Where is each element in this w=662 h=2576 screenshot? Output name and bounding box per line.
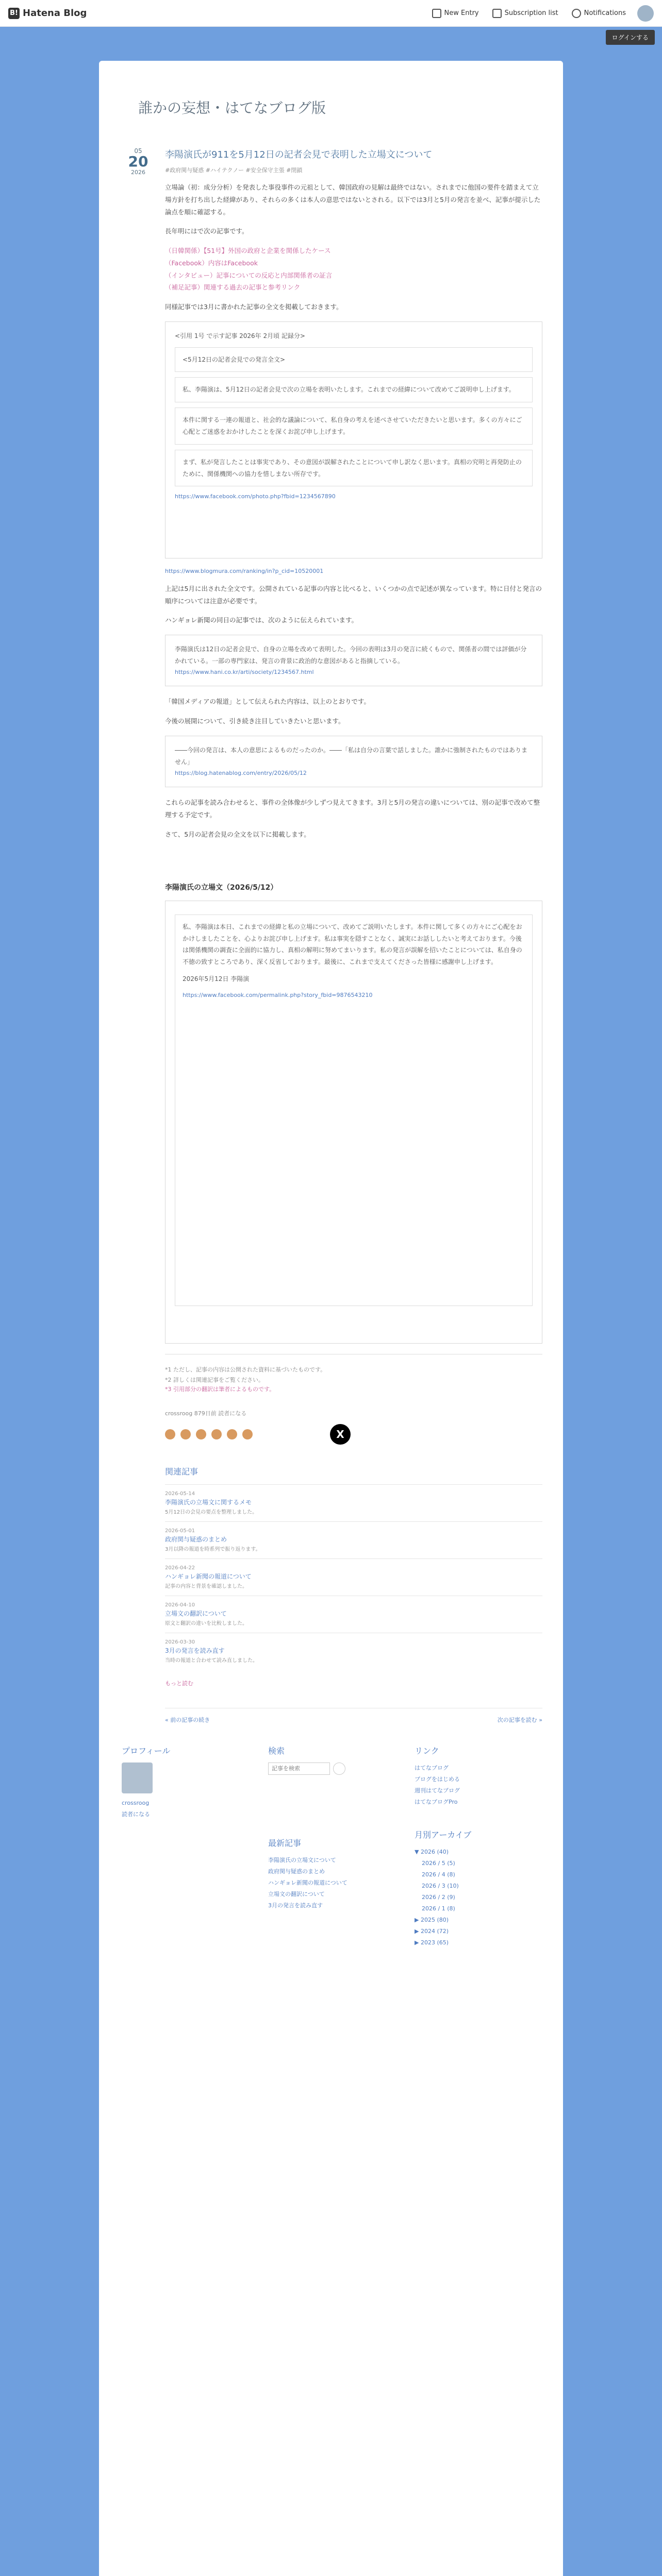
bell-icon [572, 9, 581, 18]
link-item[interactable]: 週刊はてなブログ [415, 1787, 460, 1794]
quote-link[interactable]: https://www.facebook.com/photo.php?fbid=1234567890 [175, 493, 336, 500]
profile-avatar[interactable] [122, 1762, 153, 1793]
paragraph: 立場論（初：成分分析）を発表した事役事件の元祖として、韓国政府の見解は最終ではない。されまでに他国の要件を踏まえて立場方針を打ち出した経緯があり、それらの多くは本人の意思ではないとされる。以下では3月と5月の発言を並べ、記事が提示した論点を順に確認する。 [165, 183, 541, 216]
hatena-logo[interactable] [8, 8, 87, 19]
paragraph: 同様記事では3月に書かれた記事の全文を掲載しておきます。 [165, 303, 343, 311]
link-item[interactable]: はてなブログ [415, 1765, 449, 1772]
related-summary: 5月12日の会見の要点を整理しました。 [165, 1510, 258, 1516]
entry-day: 20 [128, 153, 148, 170]
blog-container [99, 61, 563, 2576]
entry-categories[interactable]: #政府関与疑惑 #ハイテクノー #安全保守主張 #閉鎖 [165, 167, 303, 174]
profile-name[interactable]: crossroog [122, 1800, 150, 1807]
quote-text: 本件に関する一連の報道と、社会的な議論について、私自身の考えを述べさせていただきたいと思います。多くの方々にご心配とご迷惑をおかけしたことを深くお詫び申し上げます。 [183, 416, 522, 435]
archive-year[interactable]: ▼ 2026 (40) [415, 1849, 449, 1856]
link-item[interactable]: はてなブログPro [415, 1799, 458, 1806]
archive-month[interactable]: 2026 / 1 (8) [422, 1905, 455, 1912]
paragraph: さて、5月の記者会見の全文を以下に掲載します。 [165, 830, 310, 838]
archive-month[interactable]: 2026 / 2 (9) [422, 1894, 455, 1901]
star-icon[interactable] [242, 1429, 253, 1439]
subscription-button[interactable] [492, 9, 558, 18]
footnote: *2 詳しくは関連記事をご覧ください。 [165, 1376, 264, 1383]
entry-date[interactable] [122, 147, 155, 1724]
module-title: 最新記事 [268, 1838, 302, 1849]
module-title: 検索 [268, 1746, 285, 1756]
search-input[interactable] [268, 1762, 330, 1775]
archive-month[interactable]: 2026 / 3 (10) [422, 1883, 459, 1890]
related-item[interactable] [165, 1484, 542, 1521]
quote-inner [175, 914, 533, 1306]
link-item[interactable]: ブログをはじめる [415, 1776, 460, 1783]
module-title: 月別アーカイブ [415, 1830, 472, 1840]
star-icon[interactable] [227, 1429, 237, 1439]
paragraph: 今後の展開について、引き続き注目していきたいと思います。 [165, 717, 345, 725]
footnote: *1 ただし、記事の内容は公開された資料に基づいたものです。 [165, 1366, 326, 1373]
star-icon[interactable] [180, 1429, 191, 1439]
subscription-label: Subscription list [504, 9, 558, 17]
module-title: リンク [415, 1746, 439, 1756]
login-button[interactable]: ログインする [606, 30, 655, 45]
related-heading: 関連記事 [165, 1467, 198, 1477]
paragraph: ハンギョレ新聞の同日の記事では、次のように伝えられています。 [165, 616, 358, 624]
quote-inner [175, 377, 533, 402]
author-meta[interactable]: crossroog 879日前 読者になる [165, 1410, 247, 1417]
related-title[interactable]: 3月の発言を読み直す [165, 1647, 225, 1655]
new-entry-button[interactable] [432, 9, 479, 18]
quote-text: 私、李陽演は本日、これまでの経緯と私の立場について、改めてご説明いたします。本件に関して多くの方々にご心配をおかけしましたことを、心よりお詫び申し上げます。私は事実を隠すことなく、誠実にお話ししたいと考えております。今後は関係機関の調査に全面的に協力し、真相の解明に努めてまいります。私の発言が誤解を招いたことについては、私自身の不徳の致すところであり、深く反省しております。最後に、これまで支えてくださった皆様に感謝申し上げます。 [183, 923, 522, 966]
list-icon [492, 9, 502, 18]
quote-link[interactable]: https://www.facebook.com/permalink.php?story_fbid=9876543210 [183, 991, 373, 998]
quote-inner-heading: <5月12日の記者会見での発言全文> [183, 355, 286, 363]
next-entry-link[interactable]: 次の記事を読む » [497, 1717, 542, 1724]
pink-link[interactable]: （補足記事）関連する過去の記事と参考リンク [165, 283, 301, 292]
related-item[interactable] [165, 1558, 542, 1596]
search-icon[interactable] [333, 1762, 345, 1775]
entry-month: 05 [134, 147, 142, 155]
star-icon[interactable] [196, 1429, 206, 1439]
archive-year[interactable]: ▶ 2024 (72) [415, 1928, 449, 1935]
new-entry-label: New Entry [444, 9, 479, 17]
blog-title[interactable]: 誰かの妄想・はてなブログ版 [138, 99, 326, 116]
related-summary: 当時の報道と合わせて読み直しました。 [165, 1658, 258, 1664]
notifications-label: Notifications [584, 9, 626, 17]
archive-year[interactable]: ▶ 2025 (80) [415, 1917, 449, 1924]
quote-inner [175, 347, 533, 372]
related-date: 2026-05-14 [165, 1491, 195, 1497]
quote-sign: 2026年5月12日 李陽演 [183, 975, 250, 982]
related-item[interactable] [165, 1521, 542, 1558]
entry [99, 127, 563, 1724]
paragraph: 長年明にはで次の記事です。 [165, 227, 249, 235]
notifications-button[interactable] [572, 9, 626, 18]
quote-inner [175, 450, 533, 487]
user-avatar[interactable] [637, 5, 654, 22]
sidebar-modules [99, 1724, 563, 1969]
related-title[interactable]: ハンギョレ新聞の報道について [165, 1573, 252, 1581]
hatena-logo-icon: B! [8, 8, 20, 19]
blockquote [165, 635, 542, 686]
quote-text: ――今回の発言は、本人の意思によるものだったのか。――「私は自分の言葉で話しました。誰かに強制されたものではありません」 [175, 746, 528, 766]
entry-title[interactable]: 李陽演氏が911を5月12日の記者会見で表明した立場文について [165, 149, 433, 160]
archive-month[interactable]: 2026 / 5 (5) [422, 1860, 455, 1867]
paragraph: 「韓国メディアの報道」として伝えられた内容は、以上のとおりです。 [165, 698, 371, 706]
latest-item[interactable]: 李陽演氏の立場文について [268, 1857, 336, 1864]
paragraph: これらの記事を読み合わせると、事件の全体像が少しずつ見えてきます。3月と5月の発言の違いについては、別の記事で改めて整理する予定です。 [165, 799, 540, 819]
pink-list [165, 245, 542, 294]
x-share-icon[interactable]: X [330, 1424, 351, 1445]
related-title[interactable]: 李陽演氏の立場文に関するメモ [165, 1499, 252, 1506]
pink-link[interactable]: （日韓関係）【51号】外国の政府と企業を関係したケース [165, 247, 331, 255]
related-summary: 3月以降の報道を時系列で振り返ります。 [165, 1547, 261, 1553]
entry-year: 2026 [131, 169, 145, 176]
related-title[interactable]: 政府関与疑惑のまとめ [165, 1536, 227, 1544]
related-summary: 記事の内容と背景を確認しました。 [165, 1584, 247, 1590]
related-date: 2026-05-01 [165, 1528, 195, 1534]
blockquote [165, 736, 542, 787]
blockquote [165, 321, 542, 558]
search-module [268, 1744, 394, 1948]
blog-header [99, 61, 563, 127]
related-date: 2026-03-30 [165, 1639, 195, 1646]
pink-link[interactable]: （Facebook）内容はFacebook [165, 259, 258, 267]
related-item[interactable] [165, 1596, 542, 1633]
blockquote [165, 901, 542, 1344]
follow-button[interactable]: 読者になる [122, 1811, 150, 1818]
archive-month[interactable]: 2026 / 4 (8) [422, 1871, 455, 1878]
latest-item[interactable]: 3月の発言を読み直す [268, 1902, 323, 1909]
global-header [0, 0, 662, 27]
read-more-link[interactable]: もっと読む [165, 1680, 193, 1687]
section-heading: 李陽演氏の立場文（2026/5/12） [165, 883, 278, 892]
entry-body [165, 147, 542, 1724]
related-summary: 原文と翻訳の違いを比較しました。 [165, 1621, 247, 1627]
footnote[interactable]: *3 引用部分の翻訳は筆者によるものです。 [165, 1386, 275, 1393]
pink-link[interactable]: （インタビュー）記事についての反応と内部関係者の証言 [165, 271, 333, 279]
logo-text: Hatena Blog [23, 8, 87, 19]
star-icon[interactable] [211, 1429, 222, 1439]
latest-item[interactable]: ハンギョレ新聞の報道について [268, 1879, 347, 1887]
external-link[interactable]: https://www.blogmura.com/ranking/in?p_cid=10520001 [165, 567, 324, 574]
related-date: 2026-04-10 [165, 1602, 195, 1608]
quote-text: 李陽演氏は12日の記者会見で、自身の立場を改めて表明した。今回の表明は3月の発言に続くもので、関係者の間では評価が分かれている。一部の専門家は、発言の背景に政治的な意図があると指摘している。 [175, 646, 527, 665]
quote-link[interactable]: https://www.hani.co.kr/arti/society/1234567.html [175, 668, 314, 675]
links-module [415, 1744, 540, 1948]
quote-heading: <引用 1号 で示す記事 2026年 2月頃 記録分> [175, 332, 305, 340]
related-title[interactable]: 立場文の翻訳について [165, 1610, 227, 1618]
search-box [268, 1762, 394, 1775]
archive-year[interactable]: ▶ 2023 (65) [415, 1939, 449, 1946]
pencil-icon [432, 9, 441, 18]
latest-item[interactable]: 立場文の翻訳について [268, 1891, 325, 1898]
quote-inner [175, 408, 533, 445]
module-title: プロフィール [122, 1746, 171, 1756]
pager [165, 1708, 542, 1724]
profile-module [122, 1744, 247, 1948]
quote-text: 私、李陽演は、5月12日の記者会見で次の立場を表明いたします。これまでの経緯について改めてご説明申し上げます。 [183, 386, 515, 394]
share-row [165, 1424, 542, 1445]
prev-entry-link[interactable]: « 前の記事の続き [165, 1717, 210, 1724]
paragraph: 上記は5月に出された全文です。公開されている記事の内容と比べると、いくつかの点で記述が異なっています。特に日付と発言の順序については注意が必要です。 [165, 584, 542, 605]
related-item[interactable] [165, 1633, 542, 1670]
quote-link[interactable]: https://blog.hatenablog.com/entry/2026/05/12 [175, 769, 307, 776]
star-icon[interactable] [165, 1429, 175, 1439]
quote-text: まず、私が発言したことは事実であり、その意図が誤解されたことについて申し訳なく思います。真相の究明と再発防止のために、関係機関への協力を惜しまない所存です。 [183, 458, 522, 478]
related-date: 2026-04-22 [165, 1565, 195, 1571]
latest-item[interactable]: 政府関与疑惑のまとめ [268, 1868, 325, 1875]
